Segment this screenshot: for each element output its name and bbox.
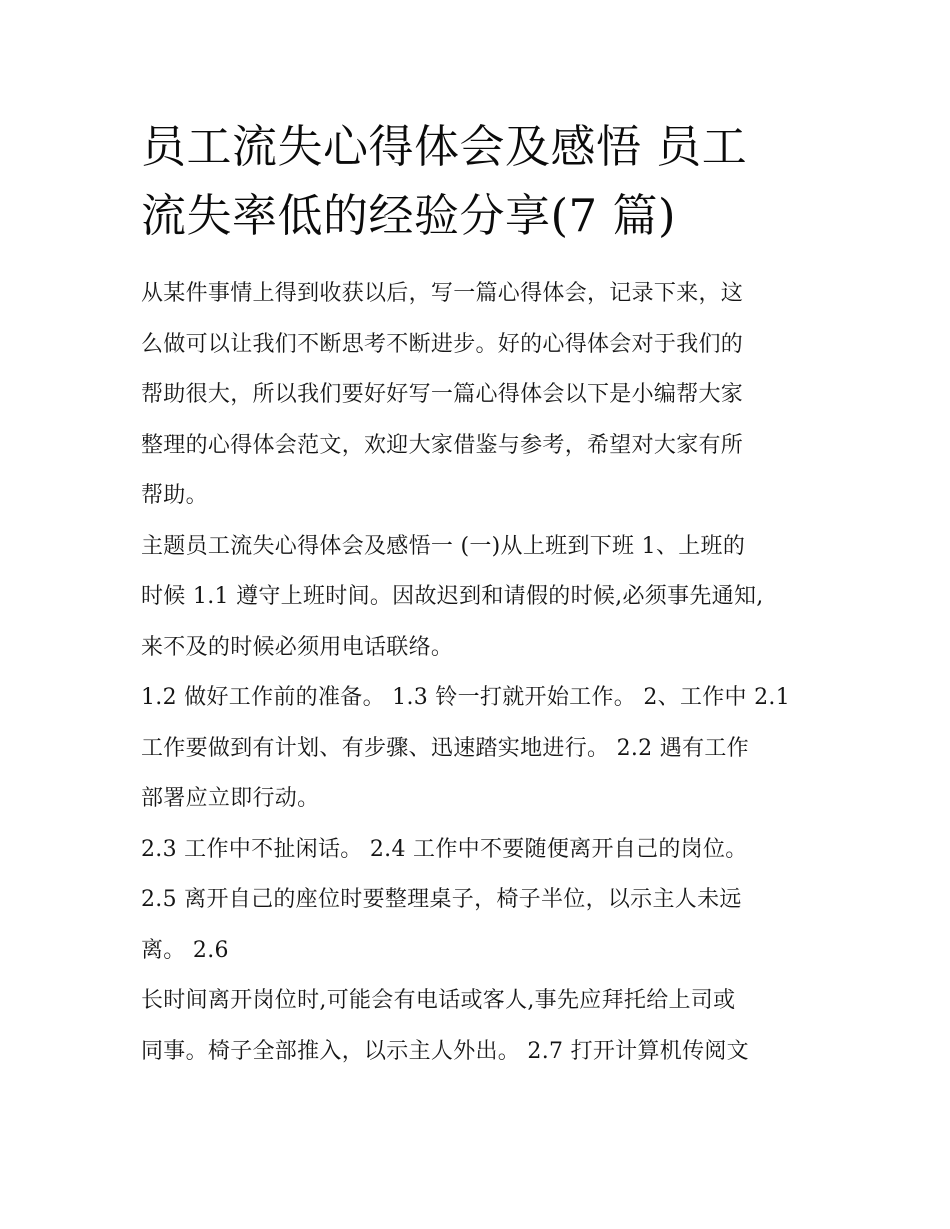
text-line: 同事。椅子全部推入，以示主人外出。 2.7 打开计算机传阅文 [141, 1038, 749, 1064]
text-line: 来不及的时候必须用电话联络。 [141, 634, 454, 660]
paragraph-section-1 [141, 522, 821, 674]
paragraph-intro [141, 269, 821, 522]
text-line: 从某件事情上得到收获以后，写一篇心得体会，记录下来，这 [141, 281, 744, 306]
text-line: 2.5 离开自己的座位时要整理桌子，椅子半位，以示主人未远 [141, 887, 742, 912]
title-line: 员工流失心得体会及感悟 员工 [141, 120, 748, 173]
text-line: 2.3 工作中不扯闲话。 2.4 工作中不要随便离开自己的岗位。 [141, 836, 748, 862]
text-line: 帮助很大，所以我们要好好写一篇心得体会以下是小编帮大家 [141, 382, 744, 407]
text-line: 1.2 做好工作前的准备。 1.3 铃一打就开始工作。 2、工作中 2.1 [141, 685, 791, 710]
paragraph-section-5 [141, 976, 821, 1077]
document-body [141, 112, 821, 1077]
text-line: 整理的心得体会范文，欢迎大家借鉴与参考，希望对大家有所 [141, 432, 744, 458]
text-line: 时候 1.1 遵守上班时间。因故迟到和请假的时候,必须事先通知, [141, 584, 764, 609]
paragraph-section-3 [141, 825, 821, 876]
title-line: 流失率低的经验分享(7 篇) [141, 189, 677, 242]
text-line: 离。 2.6 [141, 937, 229, 963]
text-line: 工作要做到有计划、有步骤、迅速踏实地进行。 2.2 遇有工作 [141, 735, 749, 761]
paragraph-section-2 [141, 673, 821, 825]
paragraph-section-4 [141, 875, 821, 976]
text-line: 帮助。 [141, 483, 208, 508]
text-line: 部署应立即行动。 [141, 786, 320, 811]
text-line: 么做可以让我们不断思考不断进步。好的心得体会对于我们的 [141, 331, 744, 357]
document-title [141, 112, 821, 250]
text-line: 长时间离开岗位时,可能会有电话或客人,事先应拜托给上司或 [141, 988, 736, 1013]
text-line: 主题员工流失心得体会及感悟一 (一)从上班到下班 1、上班的 [141, 533, 746, 559]
